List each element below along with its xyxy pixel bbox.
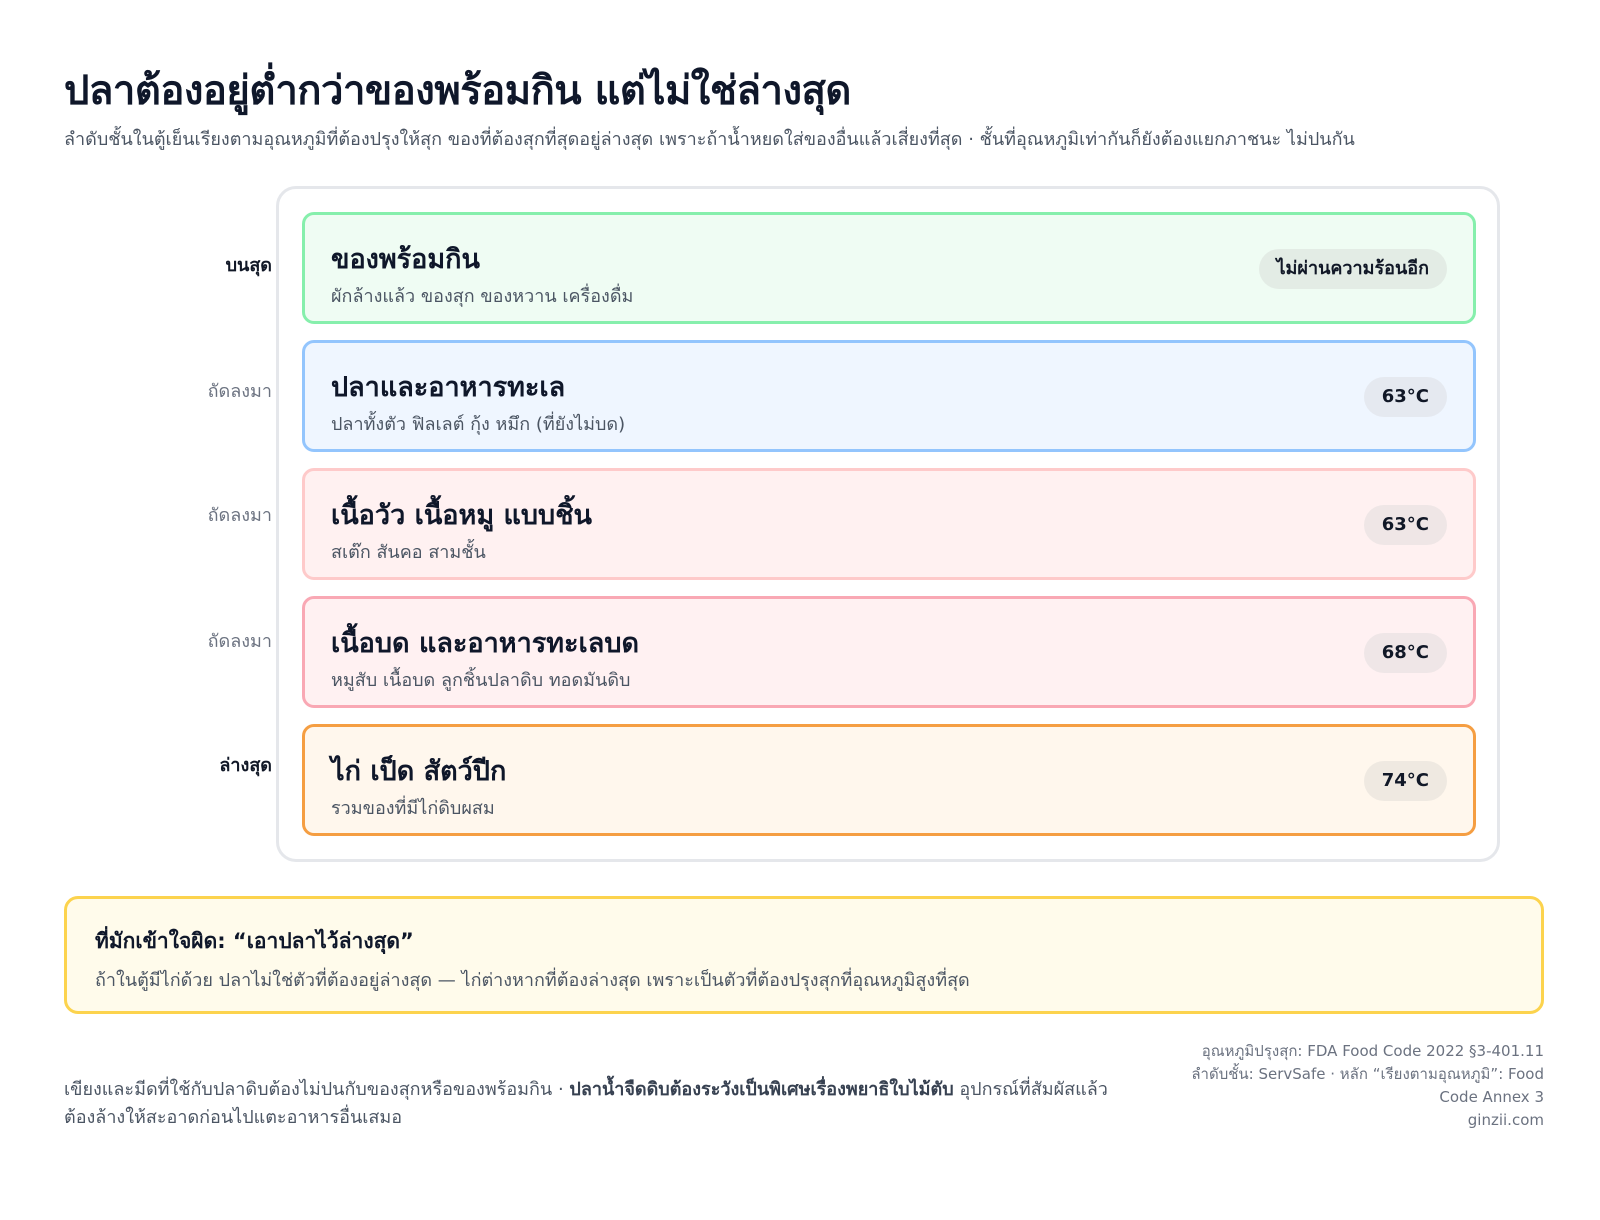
shelf-title: ปลาและอาหารทะเล [331, 372, 566, 403]
shelf-position-label: บนสุด [225, 255, 272, 276]
shelf-position-label: ล่างสุด [219, 755, 272, 776]
misconception-callout [64, 896, 1544, 1014]
footnote-text: เขียงและมีดที่ใช้กับปลาดิบต้องไม่ปนกับของสุกหรือของพร้อมกิน · [64, 1079, 570, 1100]
temperature-badge: 68°C [1364, 633, 1447, 673]
shelf-position-label: ถัดลงมา [207, 381, 272, 402]
source-site: ginzii.com [1467, 1111, 1544, 1129]
source-line: อุณหภูมิปรุงสุก: FDA Food Code 2022 §3-401.11 [1201, 1042, 1544, 1060]
temperature-badge: 63°C [1364, 505, 1447, 545]
temperature-badge: 74°C [1364, 761, 1447, 801]
shelf-ready-to-eat [302, 212, 1476, 324]
shelf-description: ผักล้างแล้ว ของสุก ของหวาน เครื่องดื่ม [331, 286, 634, 307]
shelf-description: หมูสับ เนื้อบด ลูกชิ้นปลาดิบ ทอดมันดิบ [331, 670, 631, 691]
shelf-description: ปลาทั้งตัว ฟิลเลต์ กุ้ง หมึก (ที่ยังไม่บด) [331, 414, 626, 435]
shelf-position-label: ถัดลงมา [207, 631, 272, 652]
shelf-fish-seafood [302, 340, 1476, 452]
callout-title: ที่มักเข้าใจผิด: “เอาปลาไว้ล่างสุด” [95, 929, 414, 953]
shelf-poultry [302, 724, 1476, 836]
shelf-title: เนื้อบด และอาหารทะเลบด [331, 628, 640, 659]
temperature-badge: ไม่ผ่านความร้อนอีก [1259, 249, 1448, 289]
shelf-title: ไก่ เป็ด สัตว์ปีก [331, 756, 507, 787]
shelf-description: สเต๊ก สันคอ สามชั้น [331, 542, 486, 563]
shelf-ground-meat [302, 596, 1476, 708]
shelf-description: รวมของที่มีไก่ดิบผสม [331, 798, 495, 819]
page-title: ปลาต้องอยู่ต่ำกว่าของพร้อมกิน แต่ไม่ใช่ล่างสุด [64, 68, 851, 114]
shelf-title: เนื้อวัว เนื้อหมู แบบชิ้น [331, 500, 592, 531]
shelf-whole-beef-pork [302, 468, 1476, 580]
callout-body: ถ้าในตู้มีไก่ด้วย ปลาไม่ใช่ตัวที่ต้องอยู่ล่างสุด — ไก่ต่างหากที่ต้องล่างสุด เพราะเป็นตัวที่ต้องปรุงสุกที่อุณหภูมิสูงที่สุด [95, 970, 970, 991]
page-subtitle: ลำดับชั้นในตู้เย็นเรียงตามอุณหภูมิที่ต้องปรุงให้สุก ของที่ต้องสุกที่สุดอยู่ล่างสุด เพราะถ้าน้ำหยดใส่ของอื่นแล้วเสี่ยงที่สุด · ชั้นที่อุณหภูมิเท่ากันก็ยังต้องแยกภาชนะ ไม่ปนกัน [64, 129, 1355, 150]
source-line: ลำดับชั้น: ServSafe · หลัก “เรียงตามอุณหภูมิ”: Food Code Annex 3 [1191, 1065, 1544, 1106]
footnote [64, 1076, 1124, 1132]
shelf-title: ของพร้อมกิน [331, 244, 480, 275]
shelf-position-label: ถัดลงมา [207, 505, 272, 526]
footnote-text: อุปกรณ์ที่สัมผัสแล้วต้องล้างให้สะอาดก่อนไปแตะอาหารอื่นเสมอ [64, 1079, 1108, 1128]
temperature-badge: 63°C [1364, 377, 1447, 417]
footnote-emphasis: ปลาน้ำจืดดิบต้องระวังเป็นพิเศษเรื่องพยาธิใบไม้ตับ [569, 1079, 954, 1100]
sources [1164, 1040, 1544, 1132]
